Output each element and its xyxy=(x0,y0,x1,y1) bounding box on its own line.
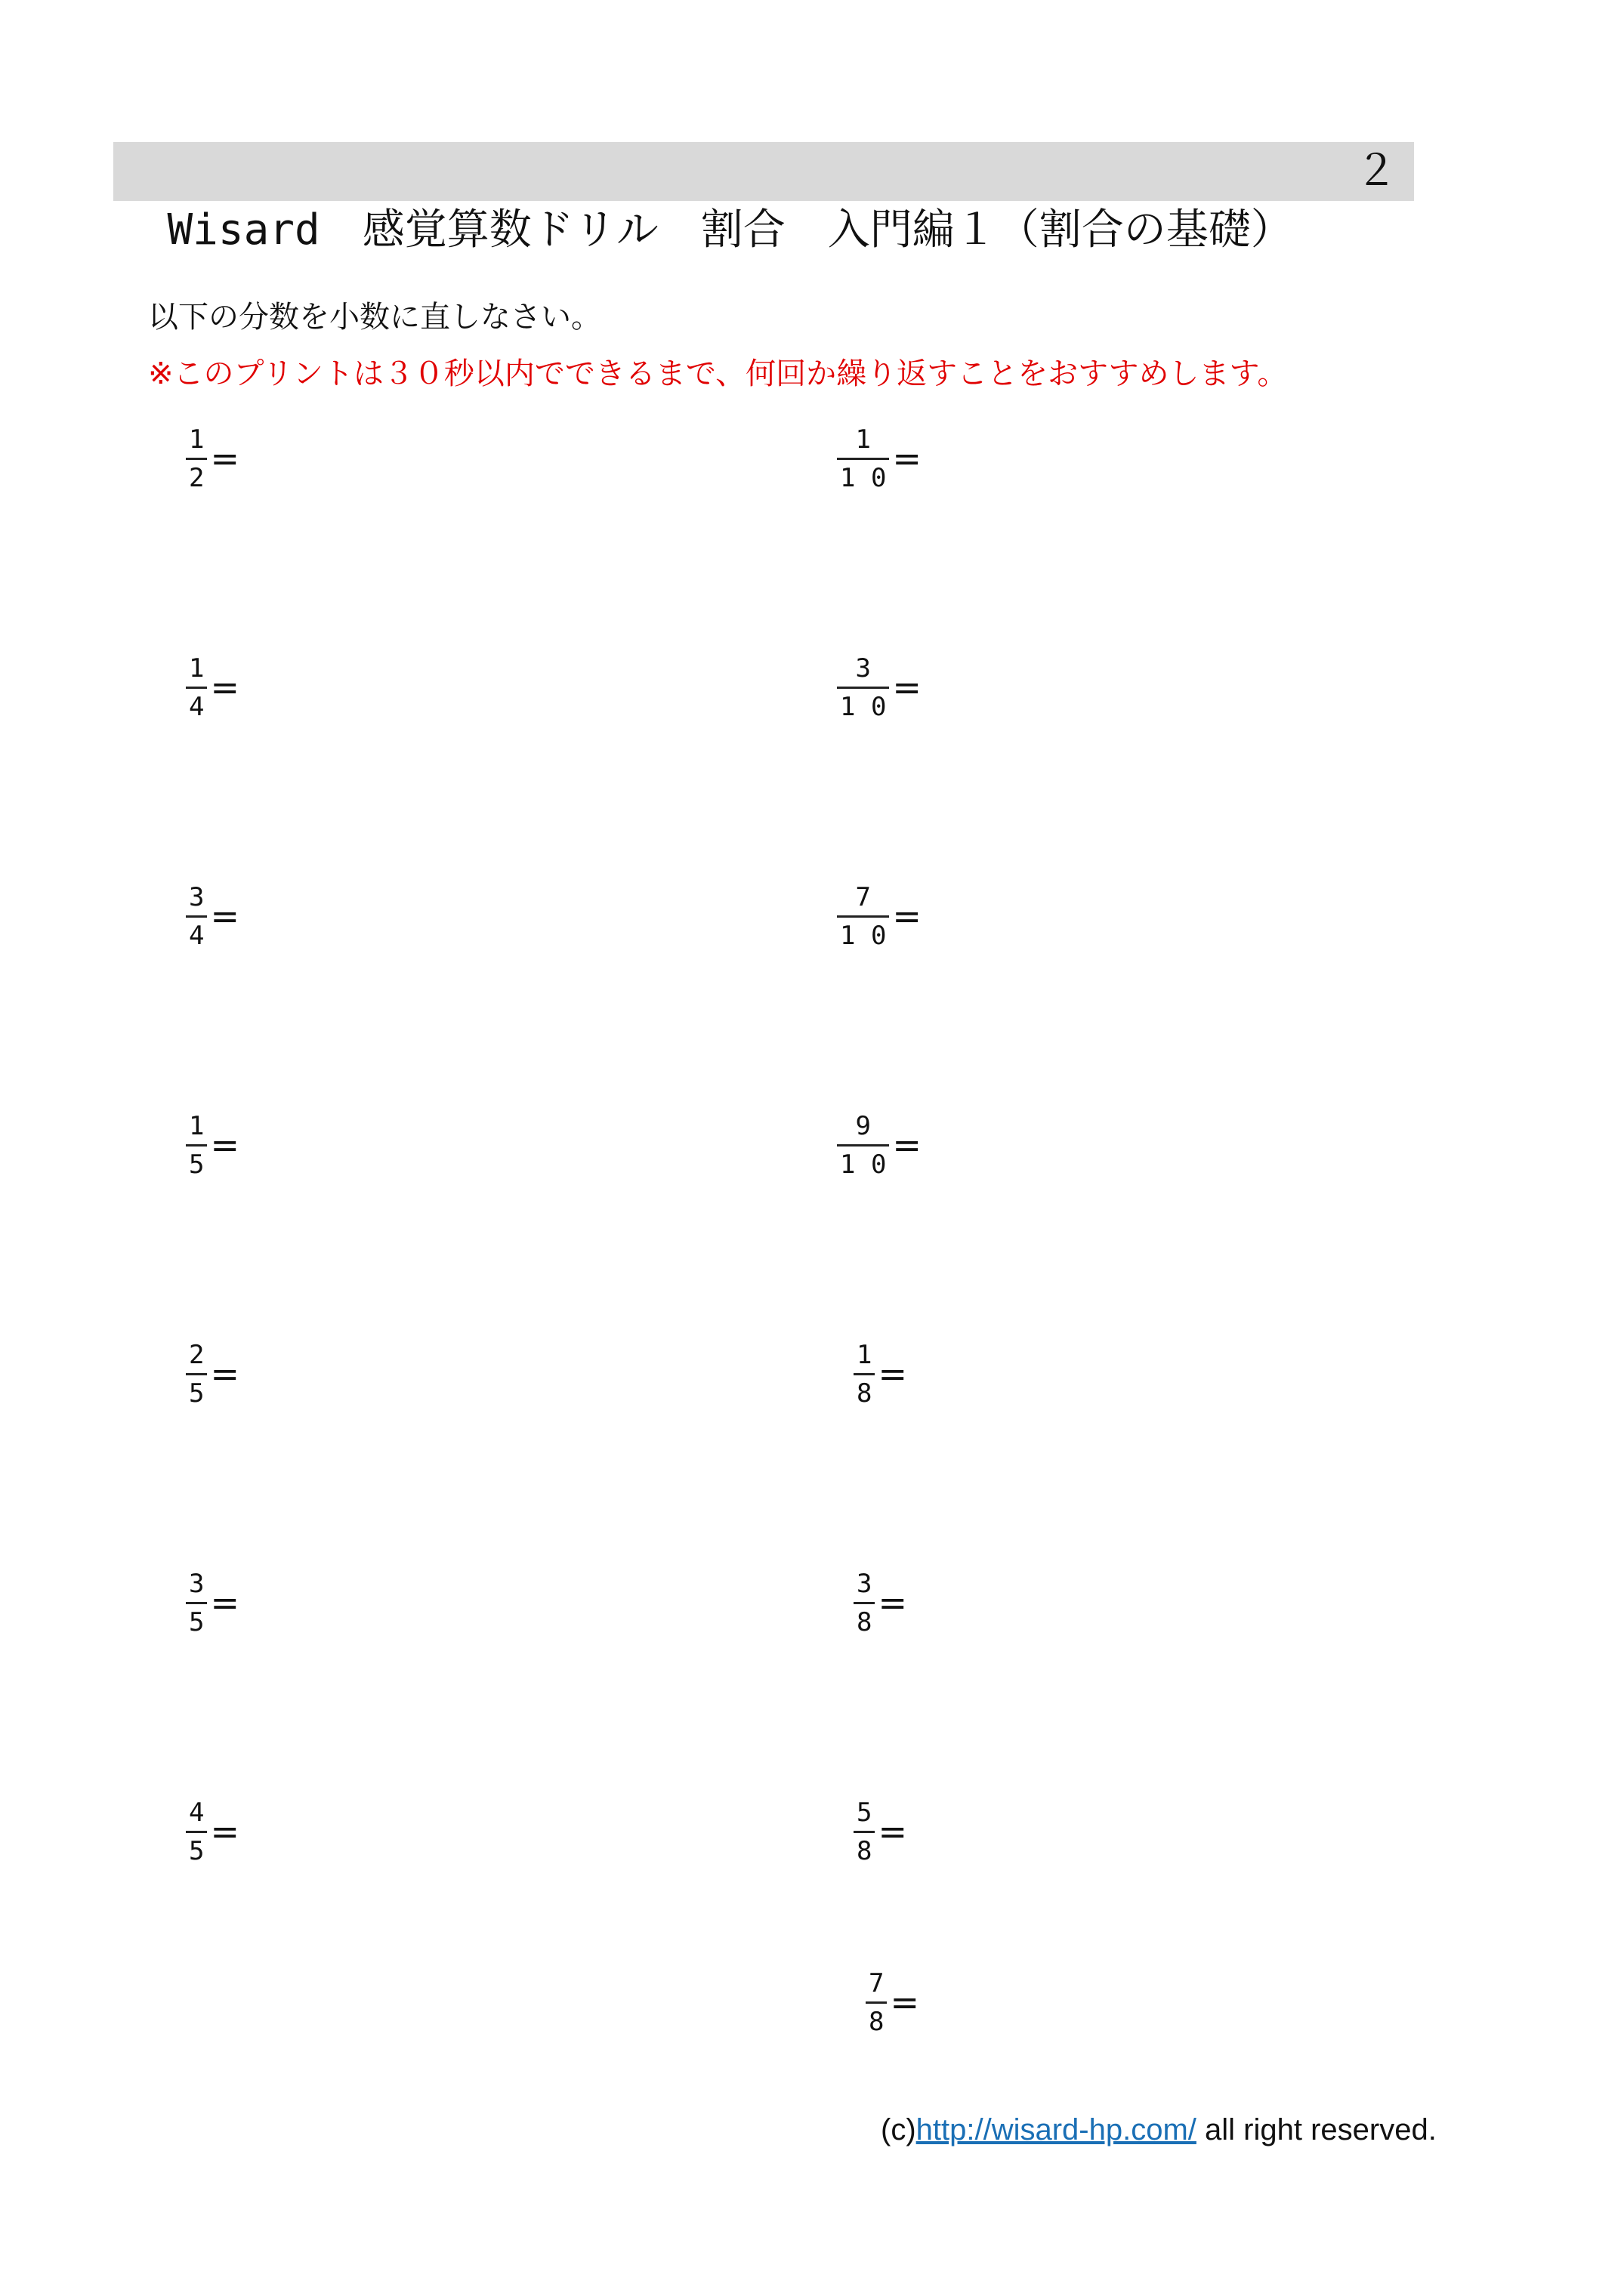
fraction xyxy=(854,1339,875,1409)
numerator: 9 xyxy=(855,1110,871,1141)
problem-item xyxy=(866,1961,919,2044)
numerator: 3 xyxy=(189,1568,205,1599)
equals-sign: = xyxy=(878,1353,908,1394)
fraction-bar xyxy=(854,1602,875,1604)
fraction xyxy=(186,1110,207,1180)
numerator: 3 xyxy=(189,881,205,912)
fraction xyxy=(186,1797,207,1867)
problem-item xyxy=(186,1103,239,1187)
problem-item xyxy=(837,1103,922,1187)
equals-sign: = xyxy=(210,1811,240,1852)
fraction-bar xyxy=(866,2001,887,2004)
numerator: 1 xyxy=(189,1110,205,1141)
equals-sign: = xyxy=(878,1811,908,1852)
problem-item xyxy=(854,1790,907,1873)
fraction-bar xyxy=(186,1373,207,1375)
equals-sign: = xyxy=(878,1582,908,1623)
fraction-bar xyxy=(837,1144,889,1146)
copyright-prefix: (c) xyxy=(881,2113,916,2146)
equals-sign: = xyxy=(210,896,240,937)
numerator: 3 xyxy=(857,1568,872,1599)
fraction xyxy=(837,881,889,952)
fraction xyxy=(186,881,207,952)
fraction xyxy=(186,1339,207,1409)
fraction-bar xyxy=(837,458,889,460)
equals-sign: = xyxy=(892,667,922,708)
numerator: 1 xyxy=(189,653,205,684)
problem-item xyxy=(186,875,239,958)
numerator: 7 xyxy=(855,881,871,912)
problem-item xyxy=(837,417,922,500)
equals-sign: = xyxy=(892,438,922,479)
denominator: 5 xyxy=(189,1149,205,1180)
title-text: Wisard 感覚算数ドリル 割合 入門編１（割合の基礎） xyxy=(167,205,1293,255)
note-text: ※このプリントは３０秒以内でできるまで、何回か繰り返すことをおすすめします。 xyxy=(148,356,1288,391)
denominator: 8 xyxy=(857,1378,872,1409)
denominator: 4 xyxy=(189,920,205,951)
instruction-text: 以下の分数を小数に直しなさい。 xyxy=(148,300,601,335)
fraction xyxy=(854,1797,875,1867)
fraction xyxy=(837,424,889,494)
denominator: 1 0 xyxy=(840,462,887,493)
numerator: 1 xyxy=(857,1339,872,1370)
equals-sign: = xyxy=(210,1125,240,1165)
problem-item xyxy=(186,1332,239,1415)
denominator: 1 0 xyxy=(840,1149,887,1180)
denominator: 5 xyxy=(189,1606,205,1637)
copyright-suffix: all right reserved. xyxy=(1196,2113,1437,2146)
equals-sign: = xyxy=(210,1353,240,1394)
equals-sign: = xyxy=(210,438,240,479)
denominator: 1 0 xyxy=(840,691,887,722)
website-link[interactable]: http://wisard-hp.com/ xyxy=(915,2113,1196,2146)
numerator: 3 xyxy=(855,653,871,684)
numerator: 4 xyxy=(189,1797,205,1828)
fraction xyxy=(186,424,207,494)
fraction-bar xyxy=(186,458,207,460)
numerator: 1 xyxy=(189,424,205,455)
numerator: 1 xyxy=(855,424,871,455)
fraction xyxy=(866,1967,887,2038)
fraction xyxy=(186,1568,207,1638)
fraction-bar xyxy=(837,687,889,689)
problem-item xyxy=(837,875,922,958)
problem-item xyxy=(186,417,239,500)
fraction-bar xyxy=(854,1373,875,1375)
equals-sign: = xyxy=(890,1982,920,2023)
equals-sign: = xyxy=(210,1582,240,1623)
numerator: 7 xyxy=(869,1967,885,1998)
denominator: 2 xyxy=(189,462,205,493)
denominator: 8 xyxy=(857,1835,872,1866)
denominator: 1 0 xyxy=(840,920,887,951)
problem-item xyxy=(854,1561,907,1644)
problem-item xyxy=(837,646,922,729)
equals-sign: = xyxy=(210,667,240,708)
copyright-footer xyxy=(881,2113,1437,2147)
problem-item xyxy=(854,1332,907,1415)
fraction-bar xyxy=(837,915,889,918)
fraction xyxy=(837,653,889,723)
fraction-bar xyxy=(186,1831,207,1833)
fraction xyxy=(186,653,207,723)
fraction xyxy=(854,1568,875,1638)
numerator: 2 xyxy=(189,1339,205,1370)
problem-item xyxy=(186,1790,239,1873)
fraction-bar xyxy=(186,915,207,918)
equals-sign: = xyxy=(892,896,922,937)
denominator: 8 xyxy=(857,1606,872,1637)
page-number: ２ xyxy=(1355,147,1397,196)
numerator: 5 xyxy=(857,1797,872,1828)
fraction-bar xyxy=(186,1602,207,1604)
denominator: 4 xyxy=(189,691,205,722)
denominator: 8 xyxy=(869,2006,885,2037)
fraction xyxy=(837,1110,889,1180)
problem-item xyxy=(186,1561,239,1644)
fraction-bar xyxy=(186,1144,207,1146)
problem-item xyxy=(186,646,239,729)
denominator: 5 xyxy=(189,1835,205,1866)
fraction-bar xyxy=(854,1831,875,1833)
equals-sign: = xyxy=(892,1125,922,1165)
fraction-bar xyxy=(186,687,207,689)
page-title xyxy=(113,142,1414,255)
denominator: 5 xyxy=(189,1378,205,1409)
